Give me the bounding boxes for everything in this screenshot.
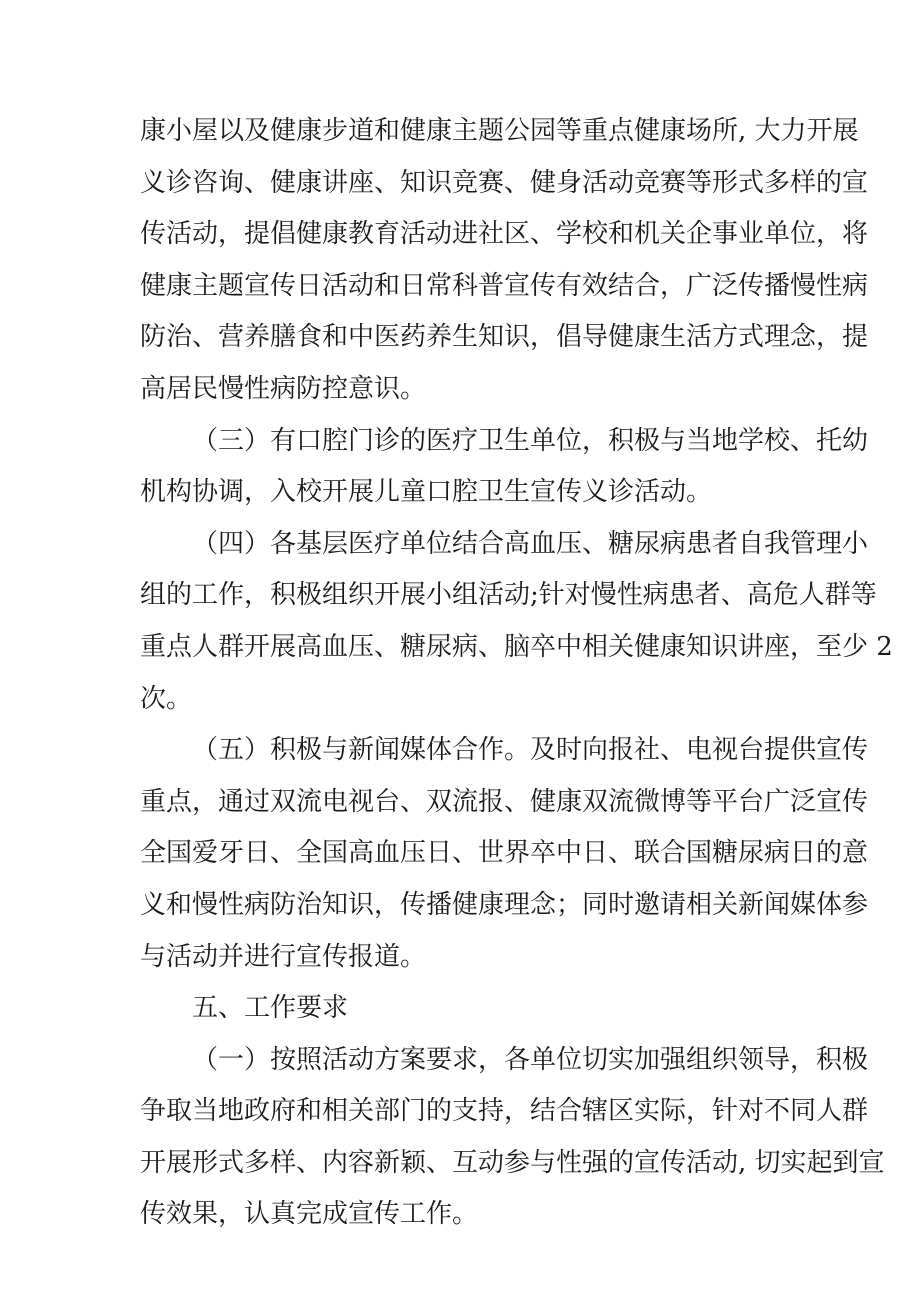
section-heading: 五、工作要求 (192, 993, 349, 1024)
text-line: 重点人群开展高血压、糖尿病、脑卒中相关健康知识讲座，至少 2 (140, 631, 893, 662)
paragraph-item-three (140, 416, 869, 519)
text-line: 康小屋以及健康步道和健康主题公园等重点健康场所, 大力开展 (140, 116, 859, 146)
text-line: （一）按照活动方案要求，各单位切实加强组织领导，积极 (192, 1044, 869, 1075)
text-line: 传活动，提倡健康教育活动进社区、学校和机关企事业单位，将 (140, 219, 869, 250)
text-line: （五）积极与新闻媒体合作。及时向报社、电视台提供宣传 (192, 735, 869, 766)
text-line: 开展形式多样、内容新颖、互动参与性强的宣传活动, 切实起到宣 (140, 1147, 885, 1178)
text-line: 义和慢性病防治知识，传播健康理念；同时邀请相关新闻媒体参 (140, 889, 869, 920)
text-line: （三）有口腔门诊的医疗卫生单位，积极与当地学校、托幼 (192, 425, 869, 456)
text-line: 传效果，认真完成宣传工作。 (140, 1199, 479, 1230)
document-body (140, 106, 893, 1241)
paragraph-health-venues (140, 106, 869, 416)
text-line: 次。 (140, 683, 193, 714)
text-line: 全国爱牙日、全国高血压日、世界卒中日、联合国糖尿病日的意 (140, 838, 869, 869)
paragraph-item-five (140, 725, 869, 983)
section-heading-work-requirements (140, 983, 790, 1035)
paragraph-requirement-one (140, 1035, 885, 1241)
text-line: 与活动并进行宣传报道。 (140, 941, 427, 972)
text-line: 高居民慢性病防控意识。 (140, 373, 427, 404)
text-line: 机构协调，入校开展儿童口腔卫生宣传义诊活动。 (140, 477, 713, 508)
text-line: 争取当地政府和相关部门的支持，结合辖区实际，针对不同人群 (140, 1096, 869, 1127)
text-line: 防治、营养膳食和中医药养生知识，倡导健康生活方式理念，提 (140, 322, 869, 353)
text-line: 组的工作，积极组织开展小组活动;针对慢性病患者、高危人群等 (140, 580, 877, 611)
text-line: 重点，通过双流电视台、双流报、健康双流微博等平台广泛宣传 (140, 786, 869, 817)
paragraph-item-four (140, 519, 893, 725)
text-line: 义诊咨询、健康讲座、知识竞赛、健身活动竞赛等形式多样的宣 (140, 167, 869, 198)
text-line: 健康主题宣传日活动和日常科普宣传有效结合，广泛传播慢性病 (140, 270, 869, 301)
text-line: （四）各基层医疗单位结合高血压、糖尿病患者自我管理小 (192, 528, 869, 559)
